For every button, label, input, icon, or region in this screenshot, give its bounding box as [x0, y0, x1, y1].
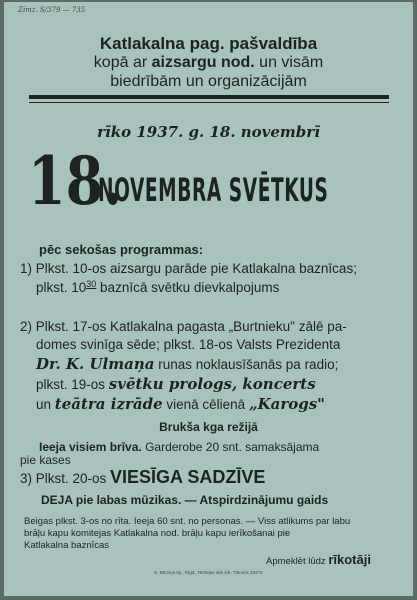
- poster-title: NOVEMBRA SVĒTKUS: [98, 171, 329, 209]
- program-item-2-line-4: plkst. 19-os svētku prologs, koncerts: [36, 375, 316, 393]
- program-item-2-line-1: 2) Plkst. 17-os Katlakalna pagasta „Burtnieku" zālē pa-: [20, 319, 347, 334]
- program-item-1-line-1: 1) Plkst. 10-os aizsargu parāde pie Katlakalna baznīcas;: [20, 261, 357, 276]
- closing-line-1: Beigas plkst. 3-os no rīta. Ieeja 60 snt. no personas. — Viss atlikums par labu: [24, 516, 351, 527]
- invitation: Apmeklēt lūdz rīkotāji: [266, 552, 371, 567]
- poster-sheet: [4, 2, 413, 596]
- catalog-annotation: Zīmz. S/379 — 735: [18, 6, 86, 14]
- closing-line-3: Katlakalna baznīcas: [24, 540, 110, 551]
- closing-line-2: brāļu kapu komitejas Katlakalna nod. brāļu kapu ierīkošanai pie: [24, 528, 291, 539]
- program-item-2-line-3: Dr. K. Ulmaņa runas noklausīšanās pa radio;: [36, 355, 339, 373]
- big-date-number: 18.: [28, 142, 123, 220]
- music-line: DEJA pie labas mūzikas. — Atspirdzinājumu gaids: [41, 493, 329, 507]
- entry-info-line-2: pie kases: [20, 453, 71, 467]
- program-item-1-line-2: plkst. $10^{30}$ baznīcā svētku dievkalpojums: [36, 279, 280, 295]
- program-item-2-line-2: domes svinīga sēde; plkst. 18-os Valsts Prezidenta: [36, 337, 341, 352]
- event-date-line: rīko 1937. g. 18. novembrī: [97, 123, 320, 141]
- header-rule-thick: [29, 95, 389, 99]
- header-partner: kopā ar aizsargu nod. un visām: [93, 54, 324, 71]
- header-organizations: biedrībām un organizācijām: [110, 73, 307, 90]
- header-organizer: Katlakalna pag. pašvaldība: [99, 34, 318, 53]
- header-rule-thin: [29, 102, 389, 103]
- program-item-3: 3) Plkst. 20-os VIESĪGA SADZĪVE: [20, 467, 266, 487]
- program-item-2-line-5: un teātra izrāde vienā cēlienā „Karogs": [36, 395, 325, 413]
- printer-imprint: K. Bērziņa tip., Rīgā, Tērbatas ielā 4/6. Tālrunis 28475: [154, 570, 263, 575]
- entry-info: Ieeja visiem brīva. Garderobe 20 snt. samaksājama: [39, 440, 320, 454]
- director-credit: Brukša kga režijā: [159, 420, 258, 434]
- program-intro: pēc sekošas programmas:: [39, 242, 204, 257]
